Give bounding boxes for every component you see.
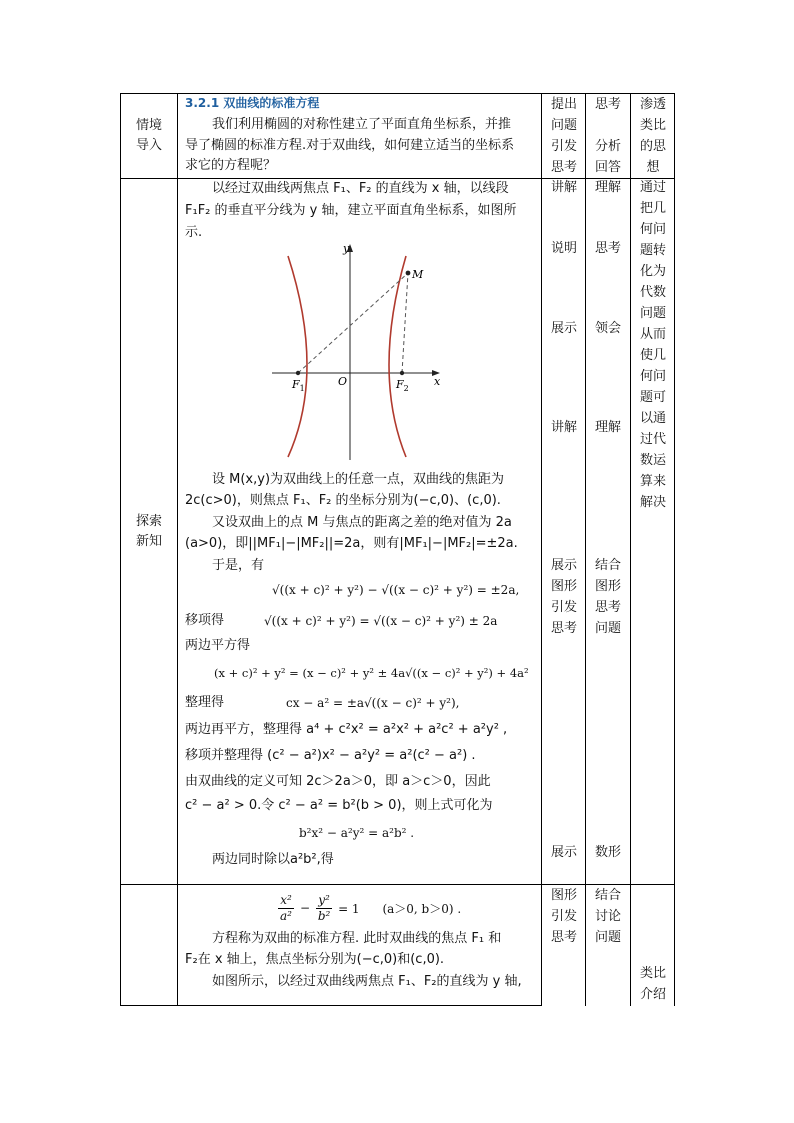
intro-line: 求它的方程呢？: [185, 158, 277, 173]
intent-word: 使几: [639, 348, 666, 363]
teacher-activity: [543, 177, 585, 863]
point-m-label: M: [412, 268, 424, 281]
derivation-line: 移项并整理得 (c² − a²)x² − a²y² = a²(c² − a²) .: [185, 748, 476, 763]
activity-word: 领会: [594, 321, 621, 336]
activity-word: 提出: [550, 97, 577, 112]
intent-word: 何问: [639, 369, 666, 384]
derivation-line: (a>0)，即||MF₁|−|MF₂||=2a，则有|MF₁|−|MF₂|=±2a.: [185, 536, 518, 551]
intent-word: 何问: [639, 222, 666, 237]
fraction-y: [316, 893, 332, 924]
activity-word: 回答: [594, 160, 621, 175]
setup-line: 示.: [185, 225, 203, 240]
student-activity: [587, 177, 629, 863]
definition-line: 如图所示，以经过双曲线两焦点 F₁、F₂的直线为 y 轴,: [212, 974, 522, 989]
minus-sign: −: [300, 901, 311, 915]
activity-word: [587, 115, 629, 136]
intro-line: 导了椭圆的标准方程.对于双曲线，如何建立适当的坐标系: [185, 138, 515, 153]
intent-word: 类比: [639, 966, 666, 981]
intent-word: 题转: [639, 243, 666, 258]
intent-word: 的思: [639, 139, 666, 154]
teacher-activity: [543, 885, 585, 948]
intent-word: 介绍: [639, 987, 666, 1002]
setup-line: F₁F₂ 的垂直平分线为 y 轴，建立平面直角坐标系，如图所: [185, 203, 517, 218]
origin-label: O: [338, 375, 348, 388]
hyperbola-left-branch: [288, 256, 307, 457]
activity-word: 讨论: [594, 909, 621, 924]
activity-word: 问题: [550, 118, 577, 133]
derivation-line: 两边同时除以a²b²,得: [212, 852, 334, 867]
activity-word: 讲解: [550, 180, 577, 195]
activity-word: 分析: [594, 139, 621, 154]
activity-word: 理解: [594, 180, 621, 195]
activity-word: 图形: [594, 579, 621, 594]
derivation-equation: (x + c)² + y² = (x − c)² + y² ± 4a√((x − c)² + y²) + 4a²: [214, 666, 529, 680]
activity-word: 思考: [594, 97, 621, 112]
row-label-line: 情境: [135, 118, 162, 133]
derivation-equation: b²x² − a²y² = a²b² .: [299, 826, 415, 840]
fraction-denominator: a²: [280, 908, 292, 923]
intent-word: 问题: [639, 306, 666, 321]
table-col-divider: [630, 93, 631, 1006]
activity-word: 问题: [594, 621, 621, 636]
intent-word: 把几: [639, 201, 666, 216]
activity-word: 思考: [594, 600, 621, 615]
derivation-equation: cx − a² = ±a√((x − c)² + y²),: [286, 696, 460, 710]
row-label-line: 导入: [135, 138, 162, 153]
design-intent: [632, 94, 674, 178]
intent-word: 代数: [639, 285, 666, 300]
activity-word: 数形: [594, 845, 621, 860]
activity-word: 问题: [594, 930, 621, 945]
derivation-line: 两边平方得: [185, 638, 251, 653]
segment-mf2: [402, 273, 408, 373]
derivation-line: 于是，有: [212, 558, 265, 573]
design-intent: [632, 963, 674, 1005]
intro-line: 我们利用椭圆的对称性建立了平面直角坐标系，并推: [212, 117, 512, 132]
fraction-x: [278, 893, 294, 924]
derivation-line: 由双曲线的定义可知 2c＞2a＞0，即 a＞c＞0，因此: [185, 774, 491, 789]
activity-word: 引发: [550, 139, 577, 154]
row-label-line: 新知: [135, 534, 162, 549]
hyperbola-figure: [268, 242, 448, 464]
activity-word: 结合: [594, 888, 621, 903]
activity-word: 讲解: [550, 420, 577, 435]
activity-word: 引发: [550, 909, 577, 924]
table-border-right: [674, 93, 675, 1006]
section-title: 3.2.1 双曲线的标准方程: [185, 96, 320, 110]
table-border-bottom: [120, 1005, 542, 1006]
activity-word: 思考: [550, 930, 577, 945]
equation-rest: = 1 (a＞0, b＞0) .: [338, 901, 462, 916]
row-label-situation: [121, 116, 177, 156]
activity-word: 思考: [550, 160, 577, 175]
activity-word: 展示: [550, 321, 577, 336]
intent-word: 以通: [639, 411, 666, 426]
table-col-divider: [541, 93, 542, 1006]
row-label-explore: [121, 512, 177, 552]
derivation-line: 整理得: [185, 695, 225, 710]
activity-word: 思考: [594, 241, 621, 256]
intent-word: 渗透: [639, 97, 666, 112]
activity-word: 图形: [550, 579, 577, 594]
derivation-equation: √((x + c)² + y²) − √((x − c)² + y²) = ±2a,: [272, 583, 520, 597]
definition-line: F₂在 x 轴上，焦点坐标分别为(−c,0)和(c,0).: [185, 952, 445, 967]
intent-word: 过代: [639, 432, 666, 447]
x-axis-label: x: [434, 375, 441, 388]
intent-word: 想: [646, 160, 660, 175]
design-intent: [632, 177, 674, 513]
point-m: [406, 271, 411, 276]
teacher-activity: [543, 94, 585, 178]
focus-f2-label: $F_2$: [396, 378, 409, 393]
intent-word: 从而: [639, 327, 666, 342]
intent-word: 题可: [639, 390, 666, 405]
activity-word: 引发: [550, 600, 577, 615]
activity-word: 思考: [550, 621, 577, 636]
activity-word: 展示: [550, 845, 577, 860]
derivation-line: 两边再平方，整理得 a⁴ + c²x² = a²x² + a²c² + a²y² ,: [185, 722, 508, 737]
activity-word: 理解: [594, 420, 621, 435]
derivation-line: 移项得: [185, 613, 225, 628]
intent-word: 化为: [639, 264, 666, 279]
fraction-numerator: x²: [280, 892, 292, 907]
intent-word: 类比: [639, 118, 666, 133]
activity-word: 展示: [550, 558, 577, 573]
table-col-divider: [585, 93, 586, 1006]
intent-word: 解决: [639, 495, 666, 510]
intent-word: 通过: [639, 180, 666, 195]
fraction-numerator: y²: [318, 892, 330, 907]
student-activity: [587, 94, 629, 178]
derivation-line: 又设双曲上的点 M 与焦点的距离之差的绝对值为 2a: [212, 515, 512, 530]
row-label-line: 探索: [135, 514, 162, 529]
definition-line: 方程称为双曲的标准方程. 此时双曲线的焦点 F₁ 和: [212, 931, 502, 946]
y-axis-label: y: [343, 242, 350, 255]
intent-word: 算来: [639, 474, 666, 489]
derivation-line: c² − a² > 0.令 c² − a² = b²(b > 0)，则上式可化为: [185, 798, 493, 813]
derivation-line: 2c(c>0)，则焦点 F₁、F₂ 的坐标分别为(−c,0)、(c,0).: [185, 493, 501, 508]
activity-word: 说明: [550, 241, 577, 256]
fraction-denominator: b²: [317, 908, 331, 923]
focus-f1-label: $F_1$: [292, 378, 305, 393]
focus-f1-point: [296, 371, 300, 375]
derivation-line: 设 M(x,y)为双曲线上的任意一点，双曲线的焦距为: [212, 472, 505, 487]
setup-line: 以经过双曲线两焦点 F₁、F₂ 的直线为 x 轴，以线段: [212, 181, 509, 196]
table-col-divider: [177, 93, 178, 1006]
focus-f2-point: [400, 371, 404, 375]
derivation-equation: √((x + c)² + y²) = √((x − c)² + y²) ± 2a: [264, 614, 498, 628]
activity-word: 结合: [594, 558, 621, 573]
intent-word: 数运: [639, 453, 666, 468]
standard-equation: [278, 888, 461, 928]
activity-word: 图形: [550, 888, 577, 903]
student-activity: [587, 885, 629, 948]
